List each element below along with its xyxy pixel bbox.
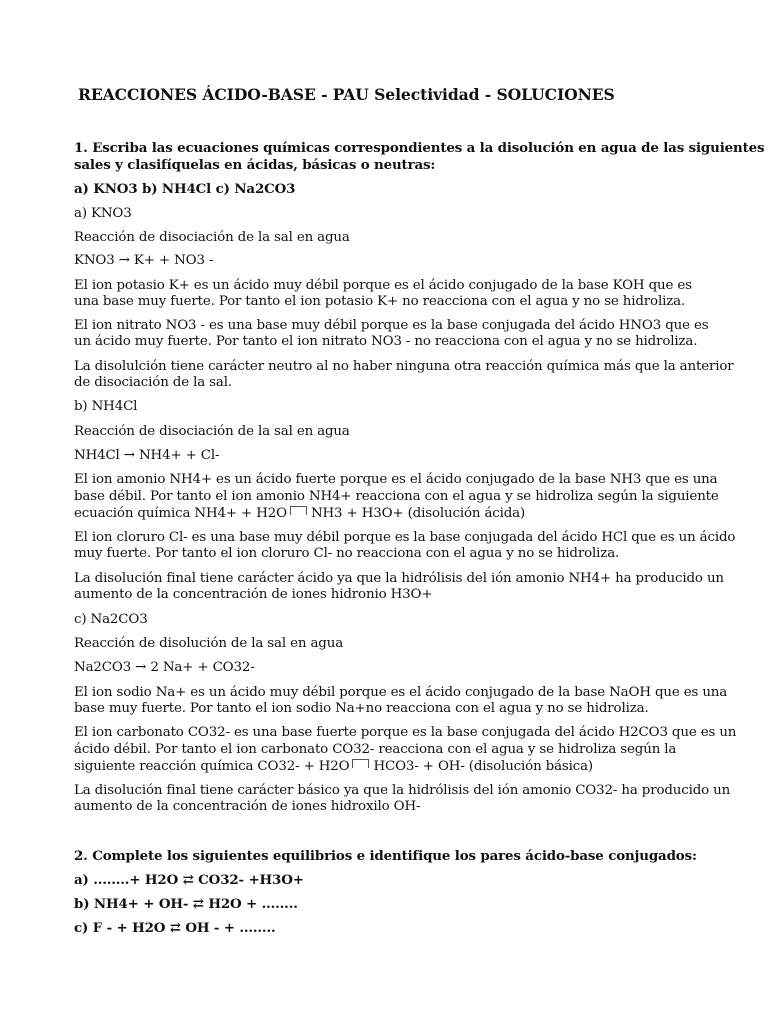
question-2-item-c: c) F - + H2O ⇄ OH - + ........ <box>74 920 276 936</box>
section-c-equation-right: HCO3- + OH- (disolución básica) <box>373 759 594 774</box>
question-1-statement-line-2: sales y clasifíquelas en ácidas, básicas o neutras: <box>74 157 436 173</box>
section-b-paragraph-1-line-1: El ion amonio NH4+ es un ácido fuerte porque es el ácido conjugado de la base NH3 que es una <box>74 472 718 487</box>
section-a-paragraph-3-line-1: La disolulción tiene carácter neutro al no haber ninguna otra reacción química más que la anterior <box>74 359 734 374</box>
section-a-paragraph-2-line-1: El ion nitrato NO3 - es una base muy débil porque es la base conjugada del ácido HNO3 que es <box>74 318 709 333</box>
question-1-items: a) KNO3 b) NH4Cl c) Na2CO3 <box>74 181 296 197</box>
section-c-equation: Na2CO3 → 2 Na+ + CO32- <box>74 660 255 675</box>
section-b-equation-right: NH3 + H3O+ (disolución ácida) <box>310 506 526 521</box>
section-a-paragraph-1-line-1: El ion potasio K+ es un ácido muy débil porque es el ácido conjugado de la base KOH que es <box>74 278 692 293</box>
question-1-statement-line-1: 1. Escriba las ecuaciones químicas correspondientes a la disolución en agua de las siguientes <box>74 140 765 156</box>
section-c-paragraph-3-line-1: La disolución final tiene carácter básico ya que la hidrólisis del ión amonio CO32- ha producido un <box>74 783 731 798</box>
section-b-equation-left: ecuación química NH4+ + H2O <box>74 506 287 521</box>
section-c-heading: c) Na2CO3 <box>74 612 148 627</box>
section-c-paragraph-2-line-3 <box>74 759 593 775</box>
missing-glyph-box-icon <box>352 759 369 768</box>
section-b-paragraph-2-line-2: muy fuerte. Por tanto el ion cloruro Cl- no reacciona con el agua y no se hidroliza. <box>74 546 620 561</box>
section-b-paragraph-3-line-1: La disolución final tiene carácter ácido ya que la hidrólisis del ión amonio NH4+ ha producido un <box>74 571 724 586</box>
section-b-paragraph-3-line-2: aumento de la concentración de iones hidronio H3O+ <box>74 587 433 602</box>
section-b-paragraph-2-line-1: El ion cloruro Cl- es una base muy débil porque es la base conjugada del ácido HCl que es un ácido <box>74 530 736 545</box>
section-a-paragraph-2-line-2: un ácido muy fuerte. Por tanto el ion nitrato NO3 - no reacciona con el agua y no se hidroliza. <box>74 334 698 349</box>
section-c-reaction-label: Reacción de disolución de la sal en agua <box>74 636 344 651</box>
section-c-paragraph-1-line-2: base muy fuerte. Por tanto el ion sodio Na+no reacciona con el agua y no se hidroliza. <box>74 701 649 716</box>
section-a-heading: a) KNO3 <box>74 206 132 221</box>
section-b-reaction-label: Reacción de disociación de la sal en agua <box>74 424 350 439</box>
question-2-statement: 2. Complete los siguientes equilibrios e identifique los pares ácido-base conjugados: <box>74 848 697 864</box>
missing-glyph-box-icon <box>290 506 307 515</box>
section-c-paragraph-3-line-2: aumento de la concentración de iones hidroxilo OH- <box>74 799 421 814</box>
section-b-paragraph-1-line-3 <box>74 506 525 522</box>
section-c-equation-left: siguiente reacción química CO32- + H2O <box>74 759 350 774</box>
section-a-equation: KNO3 → K+ + NO3 - <box>74 253 214 268</box>
section-a-paragraph-1-line-2: una base muy fuerte. Por tanto el ion potasio K+ no reacciona con el agua y no se hidroliza. <box>74 294 686 309</box>
question-2-item-b: b) NH4+ + OH- ⇄ H2O + ........ <box>74 896 298 912</box>
section-b-heading: b) NH4Cl <box>74 399 138 414</box>
section-b-equation: NH4Cl → NH4+ + Cl- <box>74 448 220 463</box>
section-a-paragraph-3-line-2: de disociación de la sal. <box>74 375 232 390</box>
section-b-paragraph-1-line-2: base débil. Por tanto el ion amonio NH4+ reacciona con el agua y se hidroliza según la siguiente <box>74 489 719 504</box>
question-2-item-a: a) ........+ H2O ⇄ CO32- +H3O+ <box>74 872 304 888</box>
section-c-paragraph-2-line-2: ácido débil. Por tanto el ion carbonato CO32- reacciona con el agua y se hidroliza según la <box>74 742 677 757</box>
section-a-reaction-label: Reacción de disociación de la sal en agua <box>74 230 350 245</box>
page-title: REACCIONES ÁCIDO-BASE - PAU Selectividad - SOLUCIONES <box>78 85 615 104</box>
section-c-paragraph-1-line-1: El ion sodio Na+ es un ácido muy débil porque es el ácido conjugado de la base NaOH que es una <box>74 685 728 700</box>
section-c-paragraph-2-line-1: El ion carbonato CO32- es una base fuerte porque es la base conjugada del ácido H2CO3 que es un <box>74 725 737 740</box>
